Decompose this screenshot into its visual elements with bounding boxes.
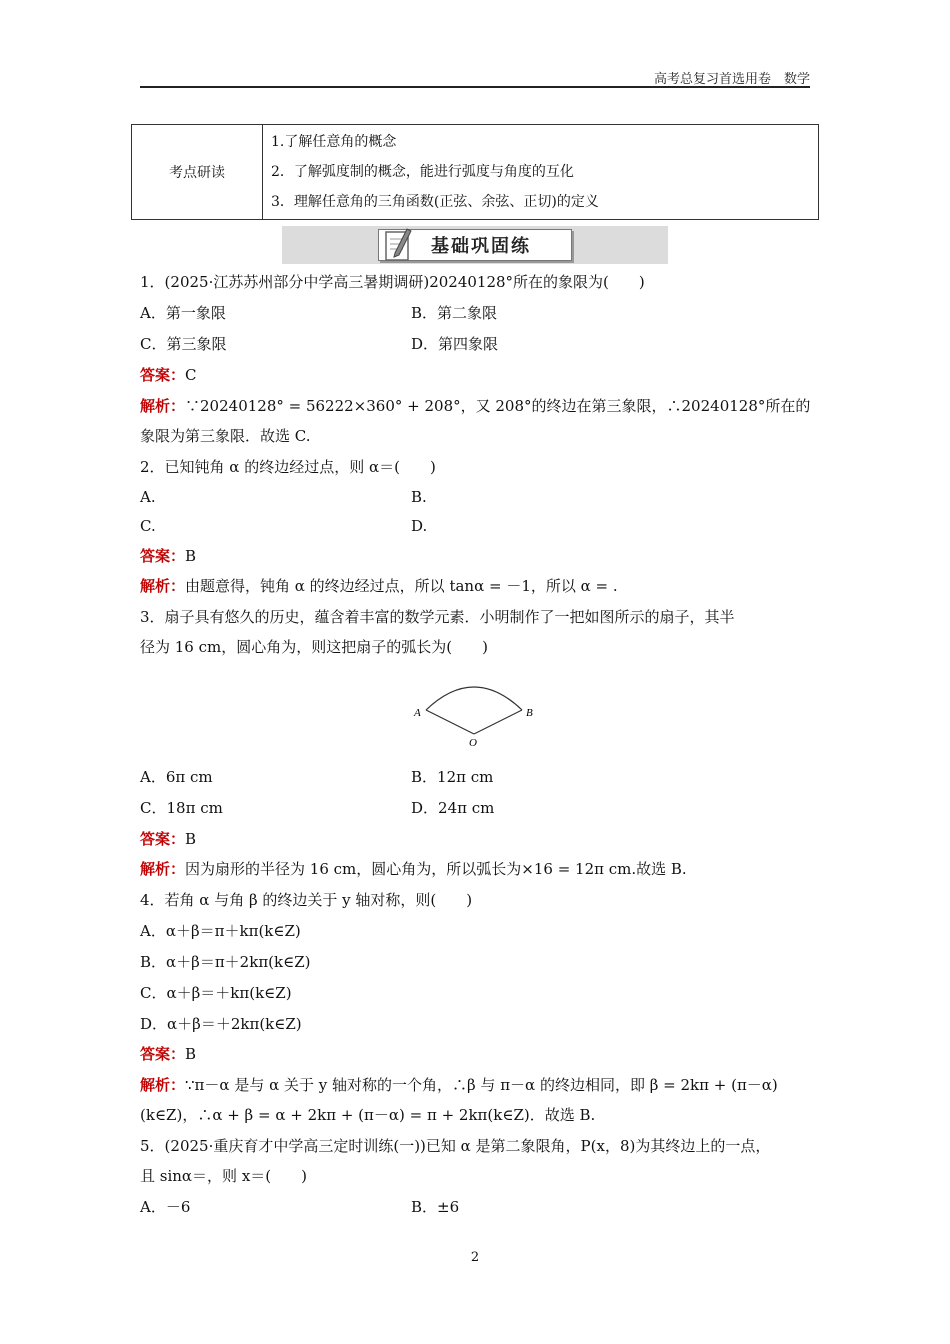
explanation-text: 由题意得，钝角 α 的终边经过点，所以 tanα = －1，所以 α = . (185, 577, 618, 595)
explanation-text: ∵20240128° = 56222×360° + 208°，又 208°的终边在第三象限，∴20240128°所在的 (185, 397, 811, 415)
q5-option-a: A．－6 (140, 1198, 191, 1216)
section-banner (282, 226, 668, 264)
q2-option-d: D. (411, 517, 428, 535)
fan-label-a: A (414, 707, 421, 719)
answer-value: B (185, 547, 197, 565)
q1-explanation (140, 396, 810, 416)
q4-explanation-cont: (k∈Z)，∴α + β = α + 2kπ + (π－α) = π + 2kπ(k∈Z)．故选 B. (140, 1106, 596, 1124)
q4-stem: 4．若角 α 与角 β 的终边关于 y 轴对称，则( ) (140, 891, 473, 909)
answer-label: 答案： (140, 547, 186, 565)
fan-figure (404, 672, 554, 752)
q2-stem: 2．已知钝角 α 的终边经过点，则 α＝( ) (140, 458, 436, 476)
q1-explanation-cont: 象限为第三象限．故选 C. (140, 427, 311, 445)
q3-option-d: D．24π cm (411, 799, 495, 817)
q3-stem: 3．扇子具有悠久的历史，蕴含着丰富的数学元素．小明制作了一把如图所示的扇子，其半 (140, 608, 735, 626)
q3-option-a: A．6π cm (140, 768, 213, 786)
header-title: 高考总复习首选用卷 数学 (653, 72, 810, 87)
fan-arc (426, 687, 522, 710)
q5-option-b: B．±6 (411, 1198, 460, 1216)
answer-value: C (185, 366, 197, 384)
explanation-label: 解析： (140, 397, 186, 415)
q1-stem: 1．(2025·江苏苏州部分中学高三暑期调研)20240128°所在的象限为( ) (140, 273, 645, 291)
answer-label: 答案： (140, 830, 186, 848)
answer-value: B (185, 1045, 197, 1063)
answer-value: B (185, 830, 197, 848)
q5-stem-cont: 且 sinα＝，则 x＝( ) (140, 1167, 307, 1185)
explanation-label: 解析： (140, 577, 186, 595)
q1-option-b: B．第二象限 (411, 304, 498, 322)
q4-option-c: C．α＋β＝＋kπ(k∈Z) (140, 984, 292, 1002)
key-points-table (131, 124, 819, 220)
q4-option-a: A．α＋β＝π＋kπ(k∈Z) (140, 922, 301, 940)
page-number: 2 (470, 1250, 480, 1265)
explanation-text: ∵π－α 是与 α 关于 y 轴对称的一个角，∴β 与 π－α 的终边相同，即 β = 2kπ + (π－α) (185, 1076, 778, 1094)
q3-stem-cont: 径为 16 cm，圆心角为，则这把扇子的弧长为( ) (140, 638, 488, 656)
q3-explanation (140, 859, 687, 879)
q1-option-c: C．第三象限 (140, 335, 227, 353)
q2-option-c: C. (140, 517, 156, 535)
fan-radius-oa (426, 710, 474, 734)
explanation-label: 解析： (140, 1076, 186, 1094)
fan-label-o: O (469, 737, 477, 749)
q2-option-b: B. (411, 488, 427, 506)
pencil-icon (383, 226, 413, 262)
q3-option-b: B．12π cm (411, 768, 494, 786)
answer-label: 答案： (140, 1045, 186, 1063)
fan-radius-ob (474, 710, 522, 734)
key-point-item: 3．理解任意角的三角函数(正弦、余弦、正切)的定义 (271, 194, 599, 210)
key-point-item: 2．了解弧度制的概念，能进行弧度与角度的互化 (271, 164, 574, 180)
header-rule (140, 86, 810, 88)
q5-stem: 5．(2025·重庆育才中学高三定时训练(一))已知 α 是第二象限角，P(x，8)为其终边上的一点， (140, 1137, 771, 1155)
q4-option-b: B．α＋β＝π＋2kπ(k∈Z) (140, 953, 311, 971)
q4-explanation (140, 1075, 778, 1095)
answer-label: 答案： (140, 366, 186, 384)
key-point-item: 1.了解任意角的概念 (271, 134, 397, 150)
key-points-list (263, 125, 819, 220)
q1-option-a: A．第一象限 (140, 304, 226, 322)
q2-option-a: A. (140, 488, 156, 506)
key-points-heading: 考点研读 (132, 125, 263, 220)
q1-option-d: D．第四象限 (411, 335, 499, 353)
q3-option-c: C．18π cm (140, 799, 223, 817)
explanation-label: 解析： (140, 860, 186, 878)
section-title: 基础巩固练 (431, 236, 531, 257)
fan-label-b: B (526, 707, 533, 719)
q2-explanation (140, 576, 618, 596)
q4-option-d: D．α＋β＝＋2kπ(k∈Z) (140, 1015, 302, 1033)
q4-answer (140, 1044, 196, 1064)
q1-answer (140, 365, 197, 385)
q2-answer (140, 546, 196, 566)
q3-answer (140, 829, 196, 849)
explanation-text: 因为扇形的半径为 16 cm，圆心角为，所以弧长为×16 = 12π cm.故选 B. (185, 860, 687, 878)
section-banner-box (378, 229, 572, 261)
